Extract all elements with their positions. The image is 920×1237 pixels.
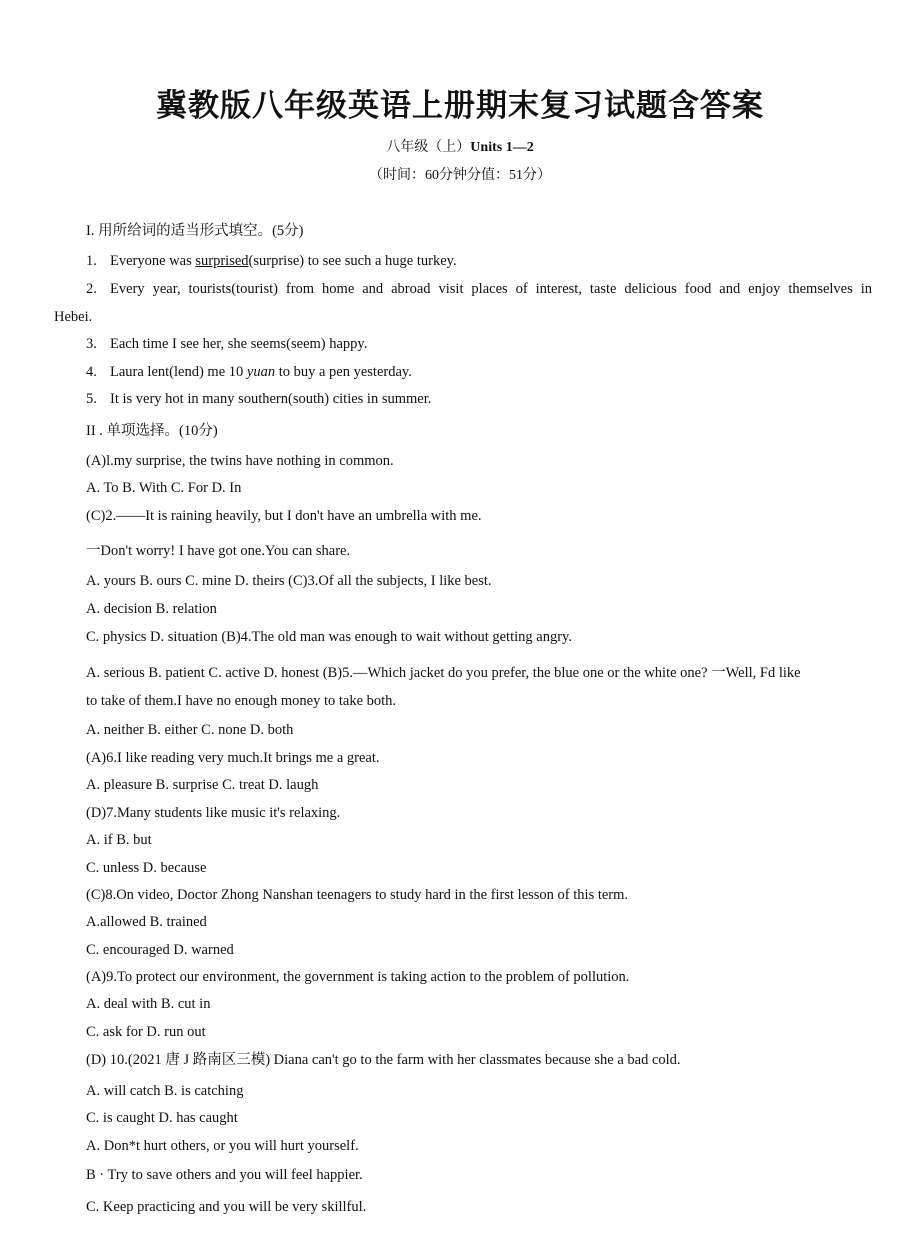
section2-line: (C)2.——It is raining heavily, but I don't have an umbrella with me. xyxy=(86,508,482,524)
document-title: 冀教版八年级英语上册期末复习试题含答案 xyxy=(156,88,764,124)
item-text: Every year, tourists(tourist) from home and abroad visit places of interest, taste delicious food and enjoy themselves in xyxy=(110,281,872,297)
grade-units-line xyxy=(0,136,920,156)
units-label: Units 1—2 xyxy=(470,140,534,155)
section2-line: to take of them.I have no enough money to take both. xyxy=(86,693,397,709)
section2-line: A. decision B. relation xyxy=(86,601,217,617)
section1-item-3 xyxy=(86,335,367,353)
section2-line: (A)6.I like reading very much.It brings me a great. xyxy=(86,750,380,766)
section2-line: A. deal with B. cut in xyxy=(86,996,211,1012)
section2-heading: II . 单项选择。(10分) xyxy=(86,423,218,439)
section2-line: C. is caught D. has caught xyxy=(86,1110,238,1126)
item-number: 1. xyxy=(86,253,97,269)
item-number: 5. xyxy=(86,391,97,407)
section2-line: A. neither B. either C. none D. both xyxy=(86,722,294,738)
section2-line: C. Keep practicing and you will be very skillful. xyxy=(86,1199,367,1215)
section2-line: (D) 10.(2021 唐 J 路南区三模) Diana can't go to the farm with her classmates because she a bad cold. xyxy=(86,1052,681,1068)
section2-line: A. Don*t hurt others, or you will hurt yourself. xyxy=(86,1138,359,1154)
section2-line: C. ask for D. run out xyxy=(86,1024,206,1040)
item-answer: surprised xyxy=(195,253,249,269)
item-text: It is very hot in many southern(south) cities in summer. xyxy=(110,391,432,407)
section2-line: B · Try to save others and you will feel happier. xyxy=(86,1167,363,1183)
section1-item-5 xyxy=(86,390,431,408)
item-italic: yuan xyxy=(246,364,276,380)
section2-line: (D)7.Many students like music it's relaxing. xyxy=(86,805,341,821)
section1-item-1 xyxy=(86,252,457,270)
section2-line: C. physics D. situation (B)4.The old man was enough to wait without getting angry. xyxy=(86,629,572,645)
section2-line: 一Don't worry! I have got one.You can share. xyxy=(86,543,351,559)
section2-line: A. yours B. ours C. mine D. theirs (C)3.Of all the subjects, I like best. xyxy=(86,573,492,589)
section2-line: A.allowed B. trained xyxy=(86,914,207,930)
section2-line: (A)9.To protect our environment, the government is taking action to the problem of pollution. xyxy=(86,969,630,985)
section2-line: (A)l.my surprise, the twins have nothing in common. xyxy=(86,453,394,469)
section1-item-2 xyxy=(86,280,872,298)
item-text: to buy a pen yesterday. xyxy=(275,364,412,380)
item-number: 3. xyxy=(86,336,97,352)
section1-heading: I. 用所给词的适当形式填空。(5分) xyxy=(86,223,304,239)
section2-line: A. if B. but xyxy=(86,832,152,848)
section2-line: A. will catch B. is catching xyxy=(86,1083,244,1099)
section2-line: A. To B. With C. For D. In xyxy=(86,480,242,496)
section2-line: A. serious B. patient C. active D. honest (B)5.—Which jacket do you prefer, the blue one or the white one? 一Well, Fd like xyxy=(86,665,801,681)
section2-line: A. pleasure B. surprise C. treat D. laugh xyxy=(86,777,319,793)
section2-line: (C)8.On video, Doctor Zhong Nanshan teenagers to study hard in the first lesson of this term. xyxy=(86,887,629,903)
section1-item-4 xyxy=(86,363,412,381)
item-number: 4. xyxy=(86,364,97,380)
section1-item-2-cont: Hebei. xyxy=(54,309,93,325)
item-text: Laura lent(lend) me 10 xyxy=(110,364,247,380)
time-score-line: （时间：60分钟分值：51分） xyxy=(369,168,551,183)
item-text: Each time I see her, she seems(seem) happy. xyxy=(110,336,368,352)
item-number: 2. xyxy=(86,281,97,297)
grade-label: 八年级（上） xyxy=(386,140,471,155)
item-text: (surprise) to see such a huge turkey. xyxy=(248,253,457,269)
section2-line: C. unless D. because xyxy=(86,860,207,876)
section2-line: C. encouraged D. warned xyxy=(86,942,234,958)
item-text: Everyone was xyxy=(110,253,196,269)
